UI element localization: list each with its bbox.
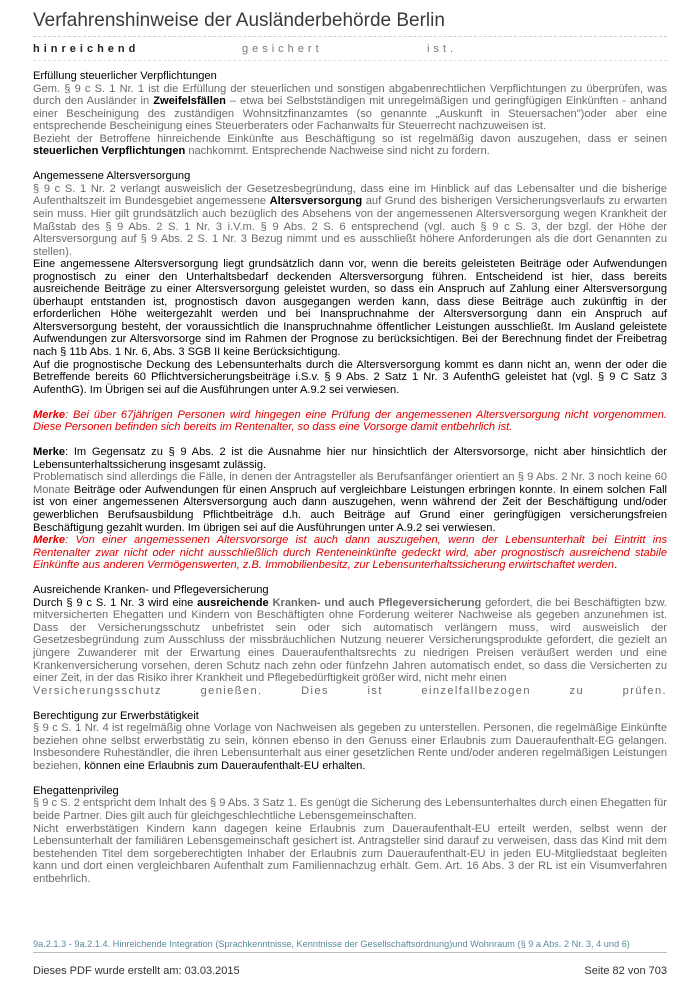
spread-text-line bbox=[33, 43, 667, 57]
paragraph: § 9 c S. 1 Nr. 2 verlangt ausweislich der Gesetzesbegründung, dass eine im Hinblick auf das Lebensalter und die bisherige Aufenthaltszeit im Bundesgebiet angemessene Altersversorgung auf Grund des bisherigen Versicherungsverlaufs zu erwarten sein muss. Hier gilt grundsätzlich auch bezüglich des Absehens von der angemessenen Altersversorgung wegen Krankheit der Maßstab des § 9 Abs. 2 S. 1 Nr. 3 i.V.m. § 9 Abs. 2 S. 6 entsprechend (vgl. auch § 9 c S. 3, der bzgl. der Höhe der Altersversorgung auf § 9 Abs. 2 S. 1 Nr. 3 Bezug nimmt und es ausschließt höhere Anforderungen als die dort Genannten zu stellen). bbox=[33, 182, 667, 258]
section-title-steuer: Erfüllung steuerlicher Verpflichtungen bbox=[33, 70, 217, 82]
paragraph: Versicherungsschutz genießen. Dies ist einzelfallbezogen zu prüfen. bbox=[33, 684, 667, 697]
spread-word: gesichert bbox=[242, 43, 323, 55]
spread-word: hinreichend bbox=[33, 43, 140, 55]
paragraph: Eine angemessene Altersversorgung liegt grundsätzlich dann vor, wenn die bereits geleisteten Beiträge oder Aufwendungen prognostisch zu einer den Unterhaltsbedarf deckenden Altersversorgung führen. Entscheidend ist hier, dass bereits ausreichende Beiträge zu einer Altersversorgung geleistet wurden, so dass ein Anspruch auf Zahlung einer Altersversorgung überhaupt entstanden ist, prognostisch davon ausgegangen werden kann, dass diese Beiträge auch zukünftig in der erforderlichen Höhe weitergezahlt werden und bei Inanspruchnahme der Altersversorgung dann ein Anspruch auf Altersversorgung besteht, der voraussichtlich die Inanspruchnahme öffentlicher Leistungen ausschließt. Im Ausland geleistete Aufwendungen zur Altersvorsorge sind im Rahmen der Prognose zu berücksichtigen. Bei der Berechnung findet der Freibetrag nach § 11b Abs. 1 Nr. 6, Abs. 3 SGB II keine Berücksichtigung. bbox=[33, 258, 667, 358]
section-title-ehe: Ehegattenprivileg bbox=[33, 784, 119, 797]
page-title: Verfahrenshinweise der Ausländerbehörde Berlin bbox=[33, 10, 667, 37]
paragraph: Durch § 9 c S. 1 Nr. 3 wird eine ausreichende Kranken- und auch Pflegeversicherung gefordert, die bei Beschäftigten bzw. mitversicherten Ehegatten und Kindern von Beschäftigten ohne Forderung weiterer Nachweise als gegeben anzunehmen ist. Dass der Versicherungsschutz unbefristet sein oder sich automatisch verlängern muss, wird ausweislich der Gesetzesbegründung zum Ausschluss der missbräuchlichen Nutzung neuerer Versicherungsprodukte gefordert, die gezielt an jüngere Zuwanderer mit der Erwartung eines Daueraufenthaltsrechts zu niedrigen Preisen veräußert werden und eine Krankenversicherung vorsehen, deren Schutz nach zehn oder fünfzehn Jahren automatisch endet, so dass die Versicherten zu einer Zeit, in der das Risiko ihrer Krankheit und Pflegebedürftigkeit größer wird, nicht mehr einen bbox=[33, 596, 667, 685]
paragraph: § 9 c S. 1 Nr. 4 ist regelmäßig ohne Vorlage von Nachweisen als gegeben zu unterstellen. Personen, die regelmäßige Einkünfte beziehen ohne selbst erwerbstätig zu sein, können ebenso in den Genuss einer Erlaubnis zum Daueraufenthalt-EG gelangen. Insbesondere Ruheständler, die ihren Lebensunterhalt aus einer gesetzlichen Rente und/oder anderen regelmäßigen Leistungen beziehen, können eine Erlaubnis zum Daueraufenthalt-EU erhalten. bbox=[33, 722, 667, 772]
paragraph: Problematisch sind allerdings die Fälle, in denen der Antragsteller als Berufsanfänger orientiert an § 9 Abs. 2 Nr. 3 noch keine 60 Monate Beiträge oder Aufwendungen für einen Anspruch auf vergleichbare Leistungen erbringen konnte. In einem solchen Fall ist von einer angemessenen Altersversorgung auch dann auszugehen, wenn während der Zeit der Beschäftigung und/oder gewerblichen Berufsausbildung Pflichtbeiträge d.h. auch Beiträge auf Grund einer geringfügigen versicherungsfreien Beschäftigung gezahlt wurden. Im übrigen sei auf die Ausführungen unter A.9.2 sei verwiesen. bbox=[33, 471, 668, 534]
merke-note: Merke: Von einer angemessenen Altersvorsorge ist auch dann auszugehen, wenn der Lebensunterhalt bei Eintritt ins Rentenalter zwar nicht oder nicht ausschließlich durch Renteneinkünfte gedeckt wird, aber prognostisch ausreichend stabile Einkünfte aus anderen Vermögenswerten, z.B. Immobilienbesitz, zur Lebensunterhaltssicherung erwirtschaftet werden. bbox=[33, 534, 667, 572]
divider bbox=[33, 60, 667, 61]
section-title-kranken: Ausreichende Kranken- und Pflegeversicherung bbox=[33, 584, 269, 597]
merke-note: Merke: Bei über 67jährigen Personen wird hingegen eine Prüfung der angemessenen Altersversorgung nicht vorgenommen. Diese Personen befinden sich bereits im Rentenalter, so dass eine Vorsorge damit entbehrlich ist. bbox=[33, 408, 667, 434]
section-title-erwerb: Berechtigung zur Erwerbstätigkeit bbox=[33, 709, 199, 722]
paragraph: Gem. § 9 c S. 1 Nr. 1 ist die Erfüllung der steuerlichen und sonstigen abgabenrechtlichen Verpflichtungen zu überprüfen, was durch den Ausländer in Zweifelsfällen – etwa bei Selbstständigen mit unregelmäßigen und geringfügigen Einkünften - anhand einer Bescheinigung des zuständigen Wohnsitzfinanzamtes (so genannte „Auskunft in Steuersachen")oder aber eine entsprechende Bescheinigung eines Steuerberaters oder Fachanwalts für Steuerrecht nachzuweisen ist. bbox=[33, 82, 667, 133]
footer-breadcrumb-link[interactable]: 9a.2.1.3 - 9a.2.1.4. Hinreichende Integration (Sprachkenntnisse, Kenntnisse der Gesellschaftsordnung)und Wohnraum (§ 9 a Abs. 2 Nr. 3, 4 und 6) bbox=[33, 939, 667, 953]
created-date: Dieses PDF wurde erstellt am: 03.03.2015 bbox=[33, 965, 240, 977]
spread-word: ist. bbox=[427, 43, 458, 55]
paragraph: Auf die prognostische Deckung des Lebensunterhalts durch die Altersversorgung kommt es dann nicht an, wenn der oder die Betreffende bereits 60 Pflichtversicherungsbeiträge i.S.v. § 9 Abs. 2 Satz 1 Nr. 3 AufenthG geleistet hat (vgl. § 9 C Satz 3 AufenthG). Im Übrigen sei auf die Ausführungen unter A.9.2 sei verwiesen. bbox=[33, 358, 667, 396]
paragraph: § 9 c S. 2 entspricht dem Inhalt des § 9 Abs. 3 Satz 1. Es genügt die Sicherung des Lebensunterhaltes durch einen Ehegatten für beide Partner. Dies gilt auch für gleichgeschlechtliche Lebensgemeinschaften. bbox=[33, 797, 667, 822]
paragraph: Nicht erwerbstätigen Kindern kann dagegen keine Erlaubnis zum Daueraufenthalt-EU erteilt werden, selbst wenn der Lebensunterhalt der familiären Lebensgemeinschaft gesichert ist. Antragsteller sind darauf zu verweisen, dass das Kind mit dem bestehenden Titel dem sorgeberechtigten Inhaber der Erlaubnis zum Daueraufenthalt-EU in jeden EU-Mitgliedstaat begleiten kann und dort einen vergleichbaren Aufenthalt zum Familiennachzug erhält. Gem. Art. 16 Abs. 3 der RL ist ein Visumverfahren entbehrlich. bbox=[33, 822, 667, 885]
page-footer bbox=[33, 965, 667, 977]
section-title-alter: Angemessene Altersversorgung bbox=[33, 170, 191, 183]
paragraph: Bezieht der Betroffene hinreichende Einkünfte aus Beschäftigung so ist regelmäßig davon auszugehen, dass er seinen steuerlichen Verpflichtungen nachkommt. Entsprechende Nachweise sind nicht zu fordern. bbox=[33, 132, 667, 158]
page-number: Seite 82 von 703 bbox=[584, 965, 667, 977]
merke-note: Merke: Im Gegensatz zu § 9 Abs. 2 ist die Ausnahme hier nur hinsichtlich der Altersvorsorge, nicht aber hinsichtlich der Lebensunterhaltssicherung insgesamt zulässig. bbox=[33, 446, 667, 471]
document-body bbox=[33, 70, 667, 885]
